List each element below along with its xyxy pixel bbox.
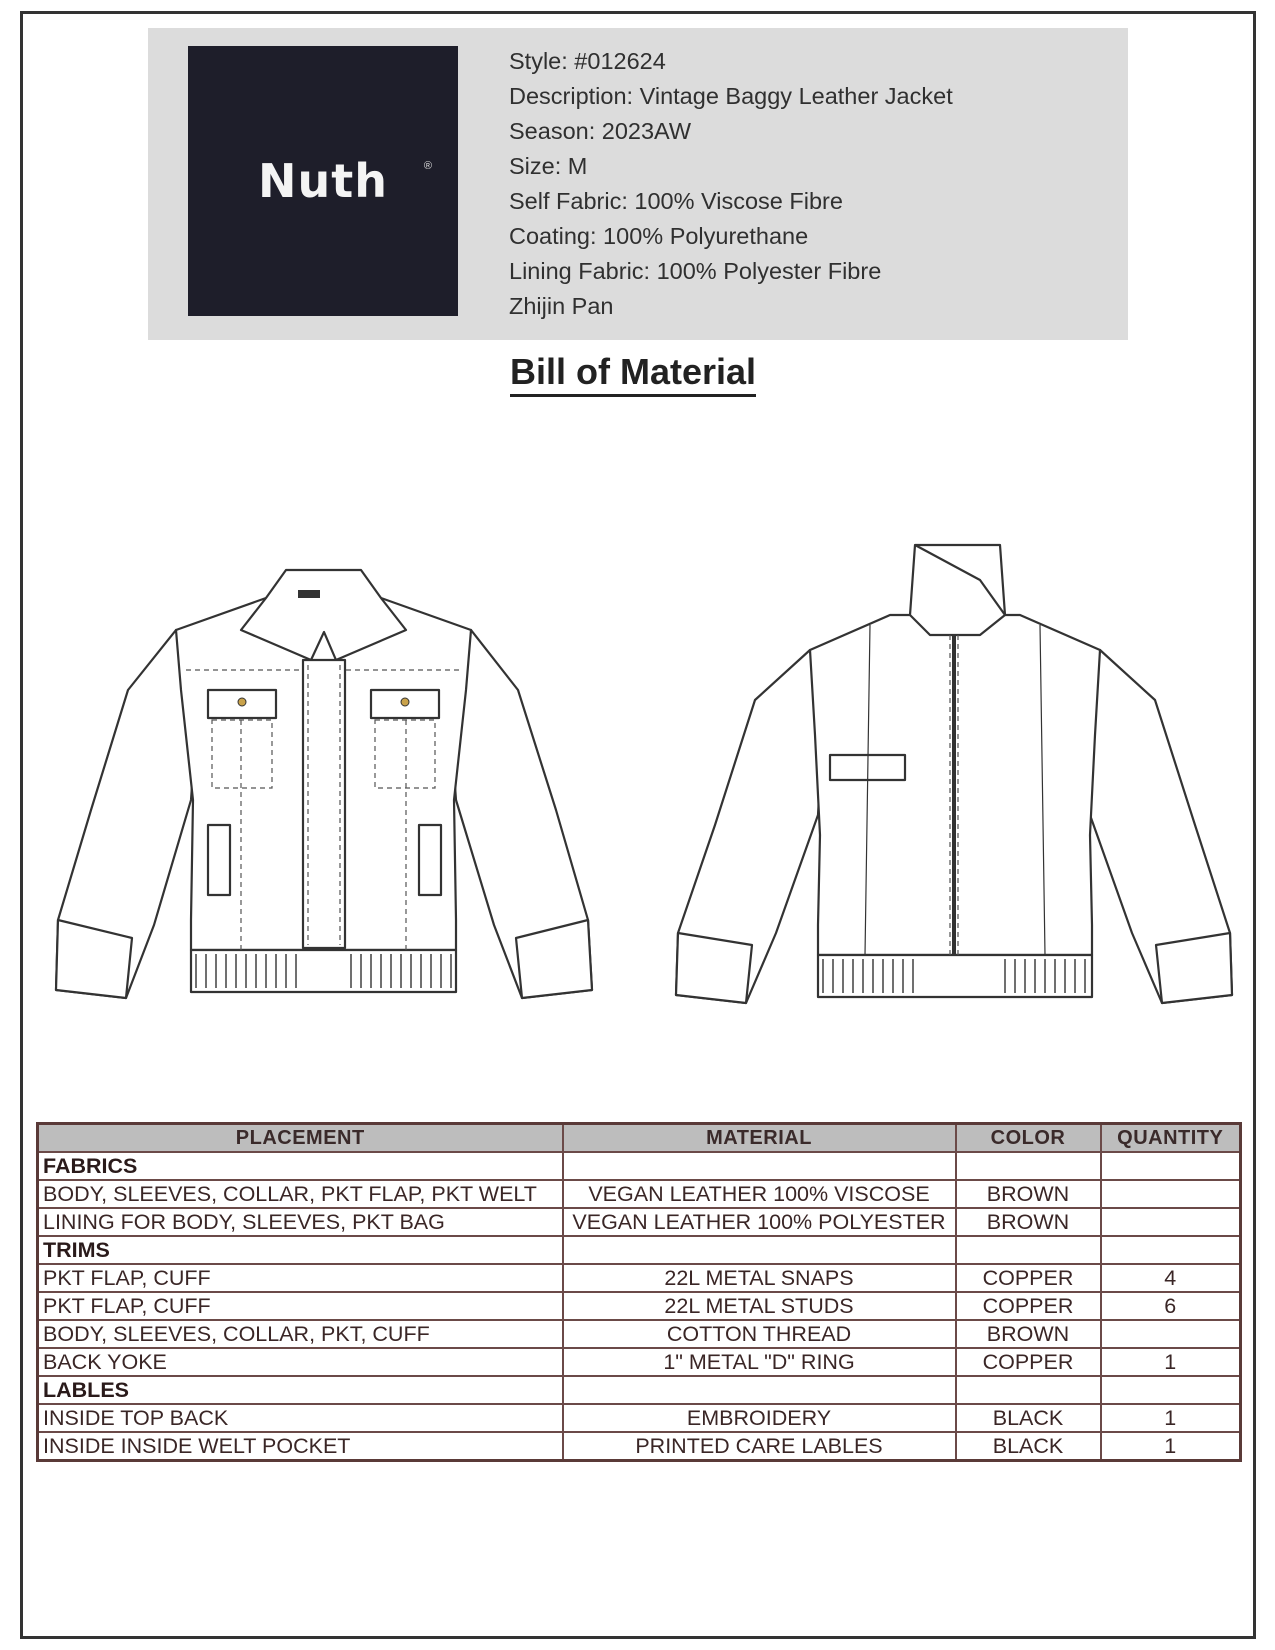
quantity-cell: 6 xyxy=(1101,1292,1241,1320)
material-cell: 22L METAL SNAPS xyxy=(563,1264,956,1292)
placement-cell: BACK YOKE xyxy=(38,1348,563,1376)
quantity-cell xyxy=(1101,1208,1241,1236)
material-cell: 1" METAL "D" RING xyxy=(563,1348,956,1376)
table-row xyxy=(38,1404,1241,1432)
material-cell: EMBROIDERY xyxy=(563,1404,956,1432)
jacket-front-sketch xyxy=(36,550,616,1000)
header-quantity: QUANTITY xyxy=(1101,1124,1241,1153)
quantity-cell: 1 xyxy=(1101,1348,1241,1376)
table-row xyxy=(38,1292,1241,1320)
placement-cell: PKT FLAP, CUFF xyxy=(38,1292,563,1320)
spec-lining-fabric: Lining Fabric: 100% Polyester Fibre xyxy=(509,258,882,284)
snap-icon xyxy=(401,698,409,706)
spec-description: Description: Vintage Baggy Leather Jacket xyxy=(509,83,953,109)
quantity-cell xyxy=(1101,1180,1241,1208)
material-cell: VEGAN LEATHER 100% POLYESTER xyxy=(563,1208,956,1236)
placement-cell: INSIDE TOP BACK xyxy=(38,1404,563,1432)
section-label: LABLES xyxy=(38,1376,563,1404)
quantity-cell: 4 xyxy=(1101,1264,1241,1292)
placement-cell: INSIDE INSIDE WELT POCKET xyxy=(38,1432,563,1461)
table-row xyxy=(38,1236,1241,1264)
table-row xyxy=(38,1180,1241,1208)
table-row xyxy=(38,1152,1241,1180)
brand-logo xyxy=(188,46,458,316)
color-cell: BROWN xyxy=(956,1208,1101,1236)
table-row xyxy=(38,1376,1241,1404)
spec-size: Size: M xyxy=(509,153,588,179)
table-header-row xyxy=(38,1124,1241,1153)
placement-cell: BODY, SLEEVES, COLLAR, PKT, CUFF xyxy=(38,1320,563,1348)
table-row xyxy=(38,1264,1241,1292)
color-cell: COPPER xyxy=(956,1348,1101,1376)
color-cell: BROWN xyxy=(956,1320,1101,1348)
jacket-back-sketch xyxy=(660,535,1245,1015)
quantity-cell: 1 xyxy=(1101,1404,1241,1432)
table-row xyxy=(38,1320,1241,1348)
color-cell: BLACK xyxy=(956,1404,1101,1432)
material-cell: PRINTED CARE LABLES xyxy=(563,1432,956,1461)
spec-season: Season: 2023AW xyxy=(509,118,692,144)
snap-icon xyxy=(238,698,246,706)
material-cell: VEGAN LEATHER 100% VISCOSE xyxy=(563,1180,956,1208)
placement-cell: BODY, SLEEVES, COLLAR, PKT FLAP, PKT WELT xyxy=(38,1180,563,1208)
placement-cell: LINING FOR BODY, SLEEVES, PKT BAG xyxy=(38,1208,563,1236)
table-row xyxy=(38,1432,1241,1461)
table-row xyxy=(38,1208,1241,1236)
bill-of-material-table xyxy=(36,1122,1242,1462)
table-row xyxy=(38,1348,1241,1376)
material-cell: COTTON THREAD xyxy=(563,1320,956,1348)
page-title: Bill of Material xyxy=(510,352,756,397)
zipper-icon xyxy=(952,635,956,955)
spec-block xyxy=(509,44,953,324)
logo-text: Nuth xyxy=(258,154,388,208)
quantity-cell xyxy=(1101,1320,1241,1348)
placement-cell: PKT FLAP, CUFF xyxy=(38,1264,563,1292)
color-cell: COPPER xyxy=(956,1264,1101,1292)
brand-label-icon xyxy=(298,590,320,598)
header-color: COLOR xyxy=(956,1124,1101,1153)
spec-coating: Coating: 100% Polyurethane xyxy=(509,223,809,249)
color-cell: BLACK xyxy=(956,1432,1101,1461)
section-label: FABRICS xyxy=(38,1152,563,1180)
section-label: TRIMS xyxy=(38,1236,563,1264)
registered-mark: ® xyxy=(423,160,432,172)
quantity-cell: 1 xyxy=(1101,1432,1241,1461)
header-placement: PLACEMENT xyxy=(38,1124,563,1153)
spec-self-fabric: Self Fabric: 100% Viscose Fibre xyxy=(509,188,843,214)
header-material: MATERIAL xyxy=(563,1124,956,1153)
spec-style: Style: #012624 xyxy=(509,48,666,74)
color-cell: COPPER xyxy=(956,1292,1101,1320)
material-cell: 22L METAL STUDS xyxy=(563,1292,956,1320)
color-cell: BROWN xyxy=(956,1180,1101,1208)
spec-designer: Zhijin Pan xyxy=(509,293,614,319)
